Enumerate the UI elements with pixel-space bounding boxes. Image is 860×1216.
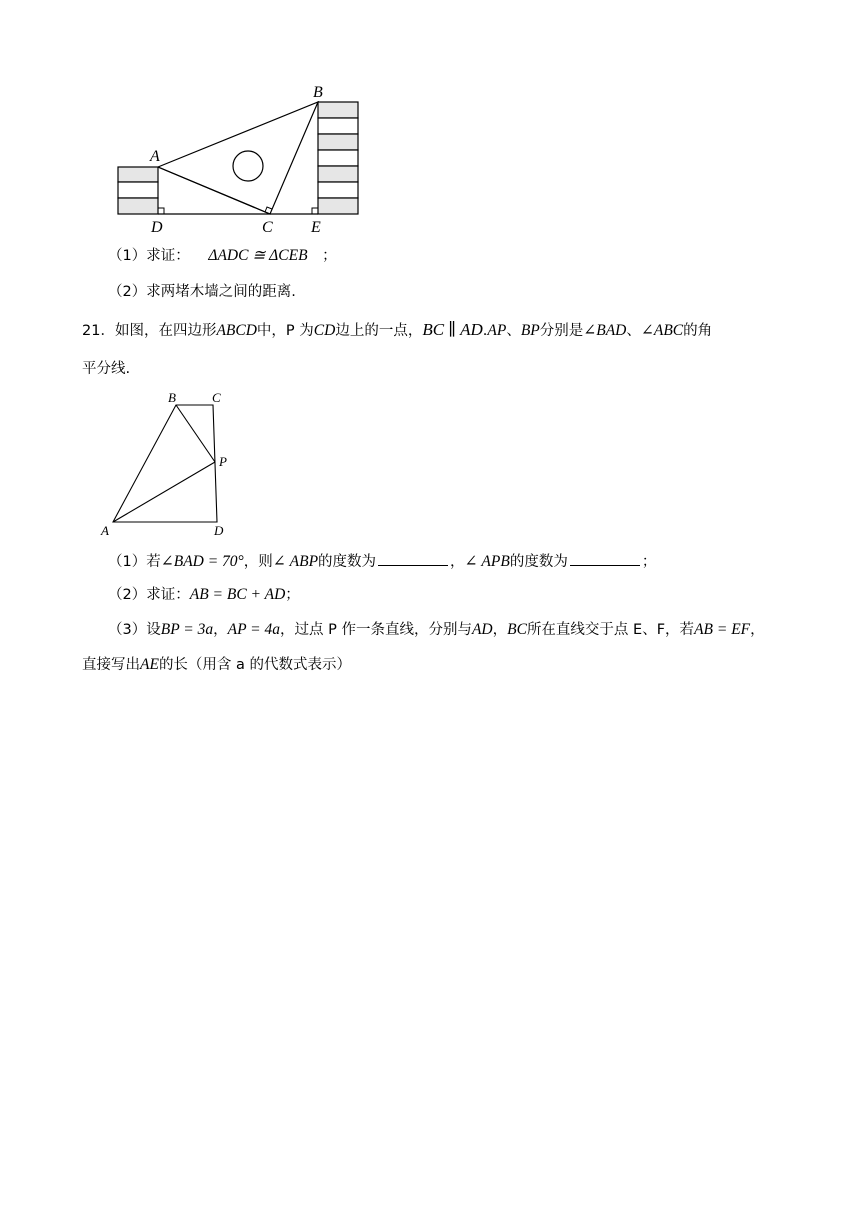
q21-part1 (108, 551, 656, 572)
label-d2: D (214, 523, 224, 538)
q21-part1-angle-bad: ∠BAD = 70° (160, 553, 244, 570)
quadrilateral-abcd (113, 405, 217, 522)
q21-intro-text-1: 如图，在四边形 (114, 323, 217, 339)
q21-part3-bc: BC (507, 621, 527, 638)
q21-part2 (108, 585, 300, 605)
right-angle-e (312, 208, 318, 214)
segment-ap (113, 462, 215, 522)
left-wall (118, 167, 158, 214)
q21-part2-text-b: ； (285, 587, 300, 603)
label-a: A (150, 148, 160, 165)
right-wall (318, 102, 358, 214)
segment-bp (176, 405, 215, 462)
q21-part3 (108, 620, 765, 640)
q21-part1-angle-abp: ∠ ABP (272, 553, 319, 570)
triangle-abc (158, 102, 318, 214)
q20-part1-prefix: （1）求证： (108, 248, 190, 264)
q21-intro-angle-bad: ∠BAD (583, 322, 627, 339)
q21-intro-cd: CD (313, 322, 336, 339)
q21-part3-text-e: 所在直线交于点 E、F，若 (526, 622, 695, 638)
q21-part3-ap: AP = 4a (227, 621, 280, 638)
q21-part3-line2 (82, 655, 351, 675)
q21-part3-ad: AD (471, 621, 493, 638)
label-c2: C (212, 390, 221, 405)
label-b2: B (168, 390, 176, 405)
q21-part1-text-f: ； (641, 554, 657, 570)
q21-intro-line2: 平分线. (82, 361, 131, 377)
q21-part3-text-g: 直接写出 (82, 657, 140, 673)
q21-intro-text-4: . (482, 323, 488, 339)
q21-intro (82, 320, 712, 341)
q21-intro-text-8: 的角 (683, 323, 713, 339)
label-p: P (219, 454, 227, 469)
segment-ac (158, 167, 270, 214)
q20-part1-suffix: ； (322, 248, 337, 264)
q21-part1-text-e: 的度数为 (509, 554, 568, 570)
q21-part1-text-a: （1）若 (108, 554, 161, 570)
q21-intro-text-2: 中，P 为 (256, 323, 314, 339)
q20-part2: （2）求两堵木墙之间的距离. (108, 284, 296, 300)
q21-part3-bp: BP = 3a (160, 621, 214, 638)
q21-part3-text-f: ， (750, 622, 765, 638)
label-d: D (151, 219, 163, 236)
q21-part3-ae: AE (140, 656, 159, 673)
label-c: C (262, 219, 273, 236)
label-b: B (313, 84, 323, 101)
answer-blank-abp[interactable] (378, 551, 448, 566)
label-a2: A (101, 523, 109, 538)
q21-intro-abcd: ABCD (216, 322, 257, 339)
quadrilateral-figure (95, 385, 245, 545)
answer-blank-apb[interactable] (570, 551, 640, 566)
q21-part3-text-d: ， (492, 622, 508, 638)
q20-part1-math: ΔADC ≅ ΔCEB (208, 247, 308, 264)
q21-part1-angle-apb: ∠ APB (464, 553, 510, 570)
label-e: E (311, 219, 321, 236)
q21-intro-angle-abc: ∠ABC (640, 322, 684, 339)
q21-part1-text-d: ， (450, 554, 465, 570)
q21-part3-ab-ef: AB = EF (694, 621, 751, 638)
circle-hole (233, 151, 263, 181)
q21-part3-text-h: 的长（用含 a 的代数式表示） (158, 657, 352, 673)
q21-intro-text-6: 分别是 (539, 323, 584, 339)
q21-intro-parallel: BC ∥ AD (422, 320, 483, 339)
q21-part3-text-b: ， (213, 622, 228, 638)
q21-part3-text-c: ，过点 P 作一条直线，分别与 (279, 622, 472, 638)
wall-triangle-figure (110, 80, 370, 240)
q21-intro-text-7: 、 (626, 323, 641, 339)
right-angle-d (158, 208, 164, 214)
q21-part1-text-b: ，则 (243, 554, 273, 570)
q21-part2-text-a: （2）求证： (108, 587, 190, 603)
q21-intro-text-5: 、 (506, 323, 521, 339)
q21-intro-ap: AP (487, 322, 507, 339)
q21-part3-text-a: （3）设 (108, 622, 161, 638)
q21-intro-text-3: 边上的一点， (335, 323, 423, 339)
q21-part2-math: AB = BC + AD (189, 586, 286, 603)
q21-part1-text-c: 的度数为 (318, 554, 377, 570)
q21-number: 21． (82, 323, 115, 339)
q21-intro-bp: BP (520, 322, 540, 339)
q20-part1 (108, 246, 337, 266)
